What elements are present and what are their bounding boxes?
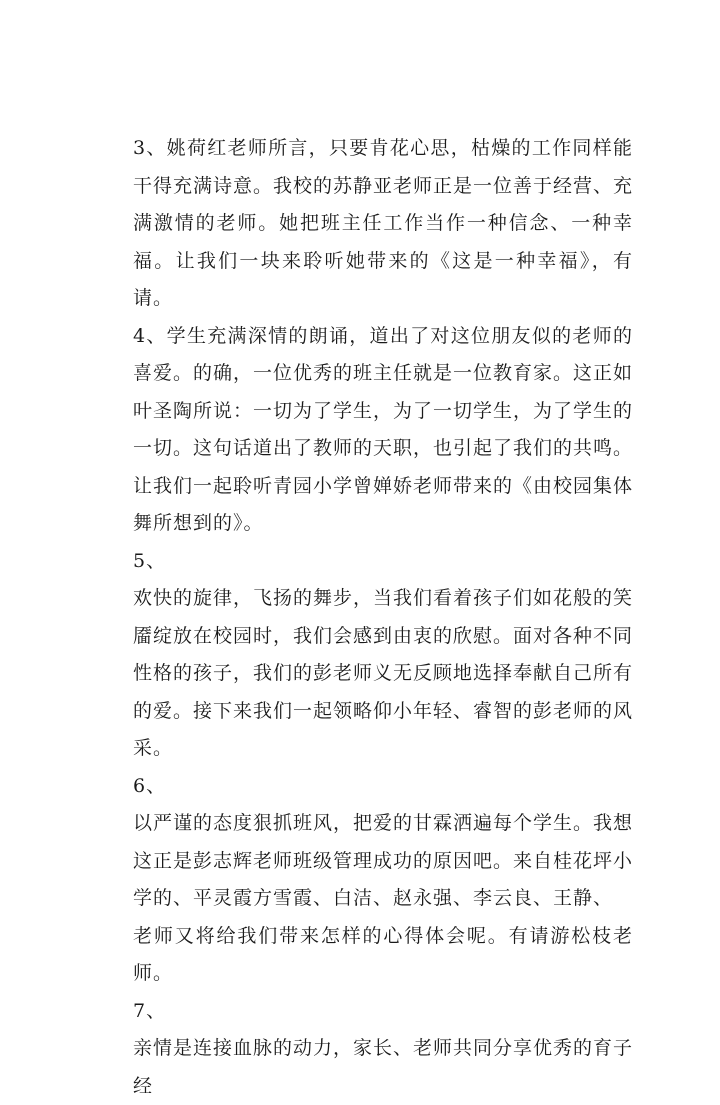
document-body <box>133 130 633 1105</box>
paragraph-5-text: 欢快的旋律，飞扬的舞步，当我们看着孩子们如花般的笑靥绽放在校园时，我们会感到由衷的欣慰。面对各种不同性格的孩子，我们的彭老师义无反顾地选择奉献自己所有的爱。接下来我们一起领略仰小年轻、睿智的彭老师的风采。 <box>133 587 634 759</box>
paragraph-6-number: 6、 <box>133 774 167 797</box>
paragraph-7-number: 7、 <box>133 999 167 1022</box>
paragraph-6-text: 以严谨的态度狠抓班风，把爱的甘霖洒遍每个学生。我想这正是彭志辉老师班级管理成功的原因吧。来自桂花坪小学的、平灵霞方雪霞、白洁、赵永强、李云良、王静、 <box>133 812 634 909</box>
paragraph-4: 4、学生充满深情的朗诵，道出了对这位朋友似的老师的喜爱。的确，一位优秀的班主任就是一位教育家。这正如叶圣陶所说：一切为了学生，为了一切学生，为了学生的一切。这句话道出了教师的天职，也引起了我们的共鸣。让我们一起聆听青园小学曾婵娇老师带来的《由校园集体舞所想到的》。 <box>133 324 634 534</box>
paragraph-6-continued: 老师又将给我们带来怎样的心得体会呢。有请游松枝老师。 <box>133 924 633 984</box>
paragraph-5-number: 5、 <box>133 549 167 572</box>
paragraph-7-text: 亲情是连接血脉的动力，家长、老师共同分享优秀的育子经 <box>133 1037 634 1097</box>
paragraph-3: 3、姚荷红老师所言，只要肯花心思，枯燥的工作同样能干得充满诗意。我校的苏静亚老师正是一位善于经营、充满激情的老师。她把班主任工作当作一种信念、一种幸福。让我们一块来聆听她带来的《这是一种幸福》，有请。 <box>133 137 634 309</box>
